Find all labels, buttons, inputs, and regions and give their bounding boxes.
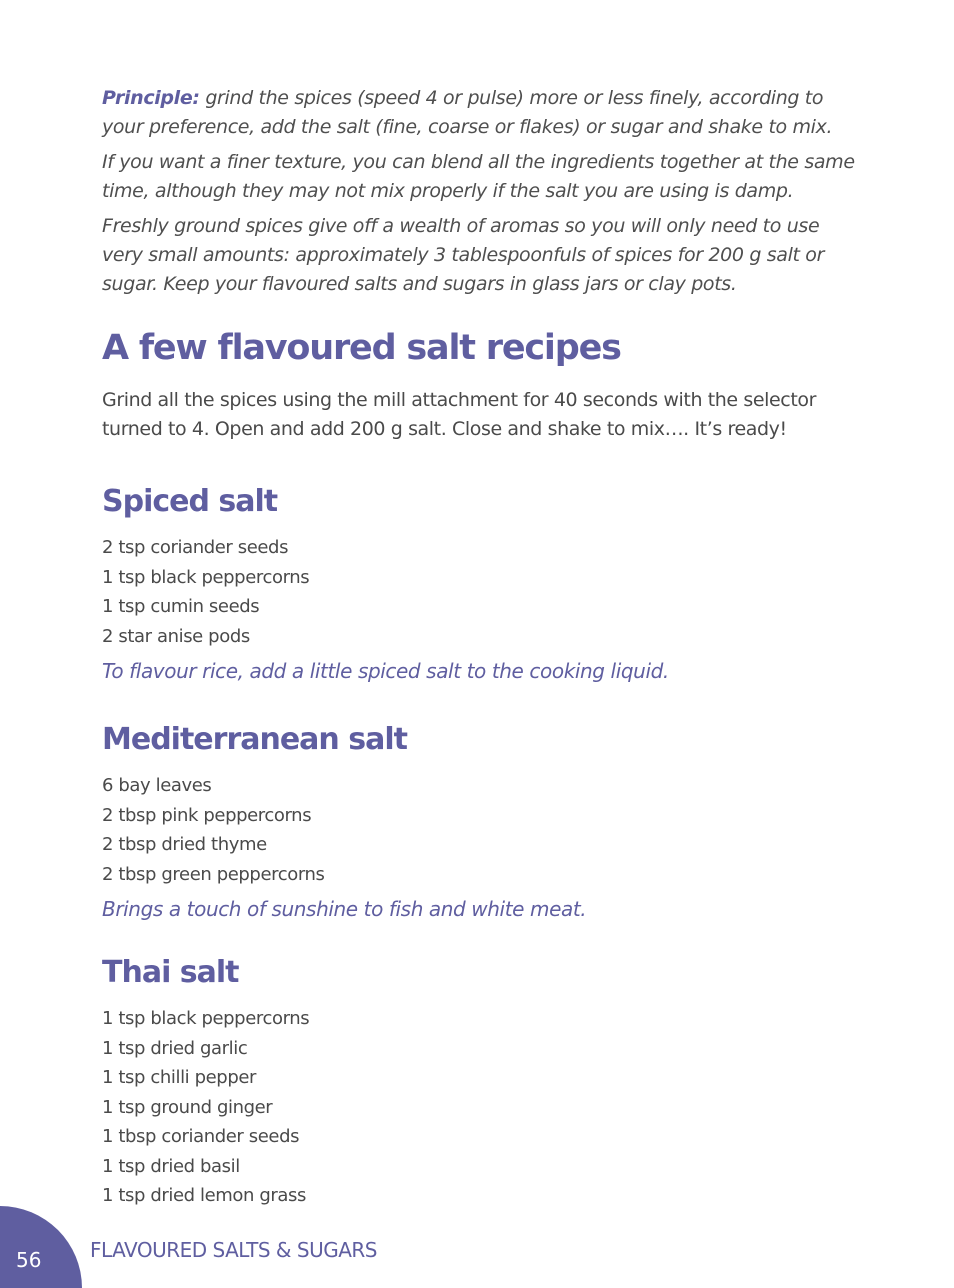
page-number: 56 (16, 1248, 42, 1272)
ingredient-list (102, 533, 862, 651)
ingredient-item: 2 star anise pods (102, 625, 250, 647)
recipe-tip: To flavour rice, add a little spiced salt to the cooking liquid. (102, 659, 669, 683)
recipe-thai-salt (102, 955, 862, 1211)
ingredient-item: 1 tsp cumin seeds (102, 596, 260, 617)
ingredient-item: 1 tsp dried basil (102, 1155, 240, 1177)
principle-text: grind the spices (speed 4 or pulse) more or less finely, according to your preference, add the salt (fine, coarse or flakes) or sugar and shake to mix. (102, 87, 833, 138)
section-description: Grind all the spices using the mill attachment for 40 seconds with the selector turned to 4. Open and add 200 g salt. Close and shake to mix…. It’s ready! (102, 389, 817, 440)
ingredient-item: 1 tbsp coriander seeds (102, 1126, 300, 1147)
ingredient-item: 1 tsp dried garlic (102, 1037, 248, 1059)
principle-paragraph (102, 84, 862, 142)
recipe-spiced-salt (102, 484, 862, 683)
page-number-tab (0, 1206, 82, 1288)
ingredient-item: 2 tbsp dried thyme (102, 834, 267, 855)
ingredient-item: 1 tsp black peppercorns (102, 1008, 310, 1029)
recipe-title: Thai salt (102, 955, 239, 990)
ingredient-item: 1 tsp dried lemon grass (102, 1185, 306, 1206)
ingredient-item: 2 tbsp pink peppercorns (102, 804, 312, 826)
ingredient-list (102, 1004, 862, 1211)
section-title: A few flavoured salt recipes (102, 328, 621, 368)
recipe-mediterranean-salt (102, 722, 862, 921)
recipe-tip: Brings a touch of sunshine to fish and white meat. (102, 897, 587, 921)
intro-block (102, 84, 862, 305)
intro-paragraph-2: If you want a finer texture, you can blend all the ingredients together at the same time, although they may not mix properly if the salt you are using is damp. (102, 151, 855, 202)
principle-label: Principle: (102, 87, 200, 109)
ingredient-item: 2 tsp coriander seeds (102, 537, 289, 558)
ingredient-item: 1 tsp ground ginger (102, 1096, 273, 1118)
recipe-title: Spiced salt (102, 484, 278, 519)
ingredient-list (102, 771, 862, 889)
ingredient-item: 2 tbsp green peppercorns (102, 863, 325, 885)
ingredient-item: 1 tsp black peppercorns (102, 566, 310, 588)
footer-section-title: FLAVOURED SALTS & SUGARS (90, 1238, 377, 1262)
intro-paragraph-3: Freshly ground spices give off a wealth of aromas so you will only need to use very small amounts: approximately 3 tablespoonfuls of spices for 200 g salt or sugar. Keep your flavoured salts and sugars in glass jars or clay pots. (102, 215, 825, 295)
recipe-title: Mediterranean salt (102, 722, 407, 757)
ingredient-item: 1 tsp chilli pepper (102, 1067, 257, 1088)
ingredient-item: 6 bay leaves (102, 775, 212, 796)
